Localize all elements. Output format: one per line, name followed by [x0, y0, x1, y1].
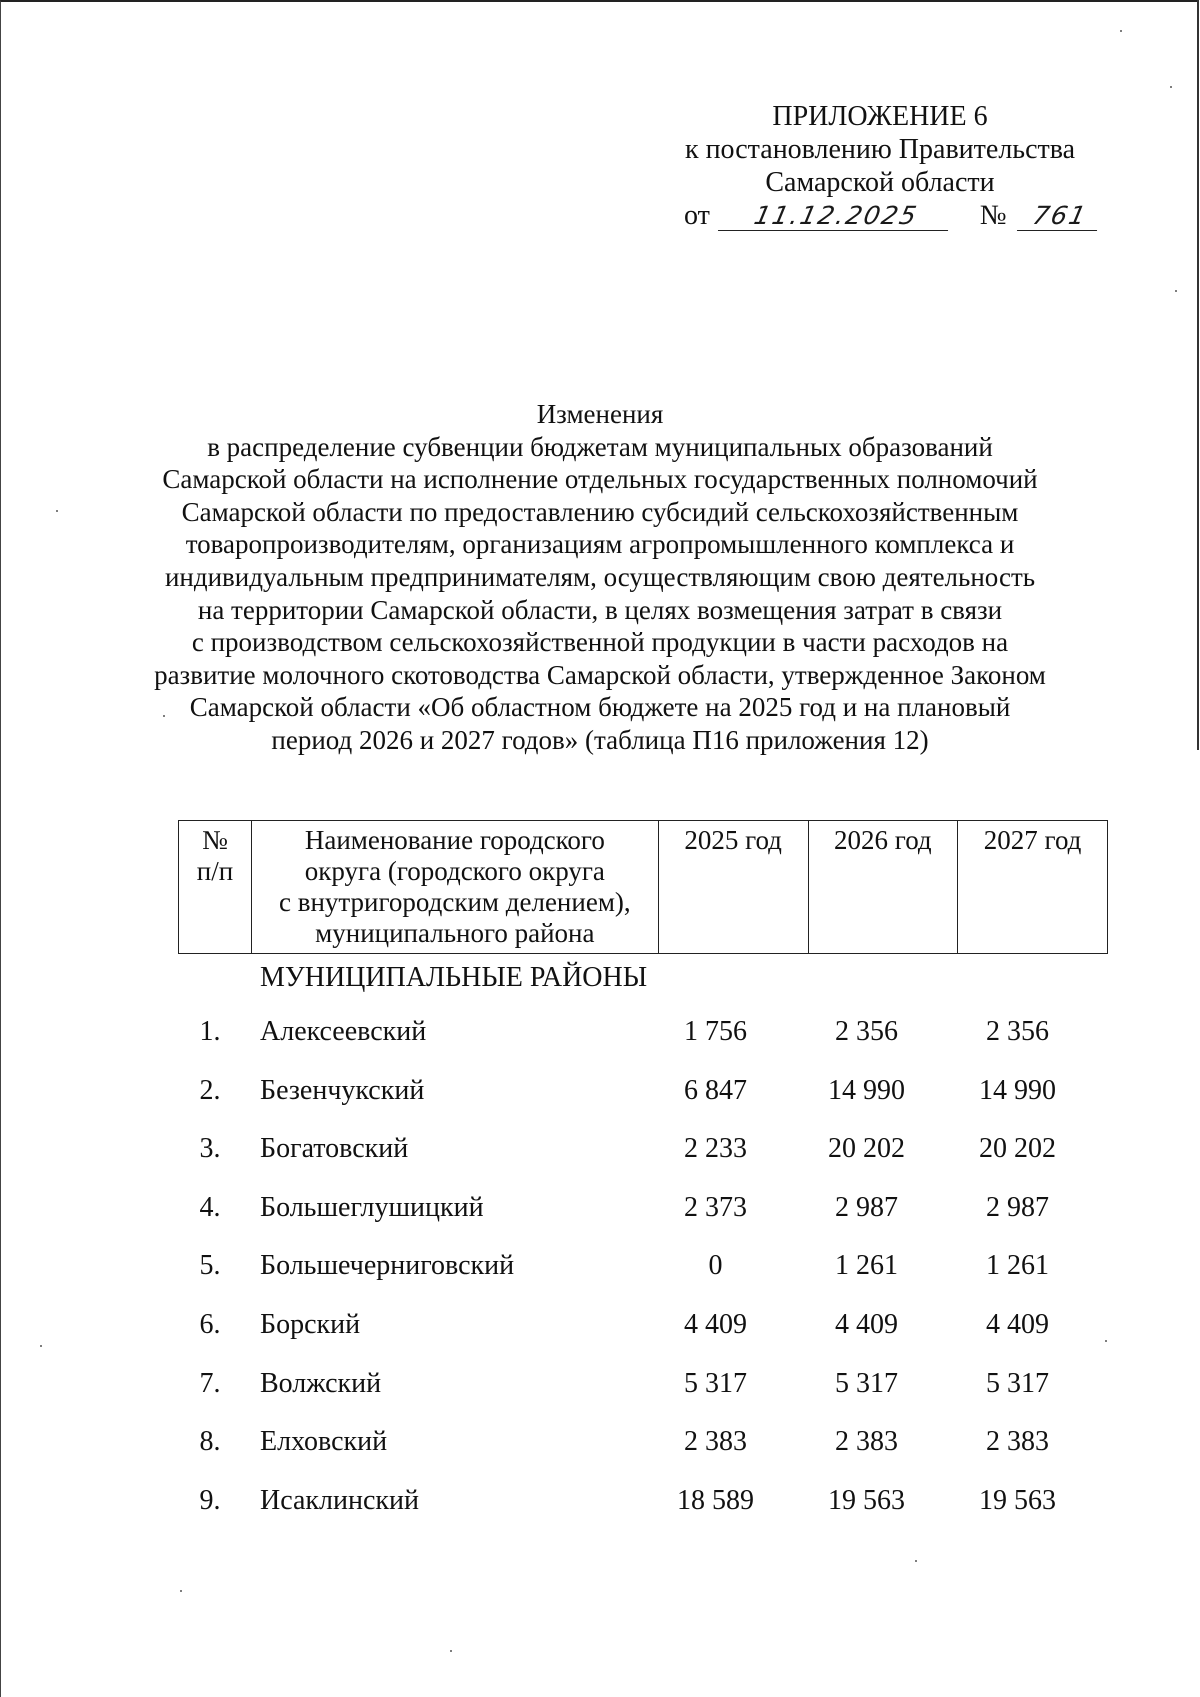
- title-line: с производством сельскохозяйственной продукции в части расходов на: [191, 627, 1009, 658]
- title-line: Самарской области на исполнение отдельных государственных полномочий: [162, 464, 1038, 495]
- title-line: Самарской области «Об областном бюджете на 2025 год и на плановый: [189, 692, 1011, 723]
- appendix-title: ПРИЛОЖЕНИЕ 6: [772, 101, 988, 132]
- appendix-line-3: Самарской области: [765, 167, 995, 198]
- row-number: 2.: [199, 1074, 221, 1106]
- row-district: Алексеевский: [260, 1016, 427, 1047]
- table-row: [178, 1237, 1108, 1296]
- row-value-2027: 14 990: [979, 1074, 1056, 1106]
- table-row: [178, 1413, 1108, 1472]
- header-number-cell: [179, 821, 252, 954]
- row-number: 1.: [199, 1016, 221, 1047]
- date-label: от: [684, 200, 710, 231]
- row-value-2025: 0: [708, 1250, 723, 1282]
- row-value-2027: 2 383: [986, 1426, 1049, 1458]
- row-number: 8.: [199, 1426, 221, 1458]
- scan-edge-line: [1197, 0, 1199, 750]
- row-value-2027: 2 356: [986, 1016, 1049, 1047]
- header-number-sign: №: [202, 825, 228, 855]
- table-row: [178, 1179, 1108, 1238]
- header-2025: 2025 год: [658, 821, 808, 954]
- row-district: Борский: [260, 1308, 361, 1340]
- header-name-line: Наименование городского: [304, 825, 605, 855]
- title-line: Самарской области по предоставлению субсидий сельскохозяйственным: [181, 496, 1019, 527]
- header-pp: п/п: [196, 856, 234, 886]
- row-district: Большечерниговский: [260, 1250, 515, 1282]
- row-value-2026: 2 383: [835, 1426, 898, 1458]
- appendix-header: [650, 100, 1110, 199]
- row-value-2025: 2 233: [684, 1133, 747, 1165]
- number-label: №: [979, 200, 1007, 231]
- row-district: Безенчукский: [260, 1074, 425, 1106]
- title-line: в распределение субвенции бюджетам муниципальных образований: [207, 431, 993, 462]
- header-name-cell: [251, 821, 658, 954]
- scan-speck: [40, 1345, 42, 1347]
- scan-speck: [450, 1650, 452, 1652]
- row-value-2025: 5 317: [684, 1367, 747, 1399]
- row-district: Елховский: [260, 1426, 388, 1458]
- row-value-2025: 6 847: [684, 1074, 747, 1106]
- handwritten-number: 761: [1017, 202, 1103, 231]
- row-value-2027: 4 409: [986, 1308, 1049, 1340]
- table-body: [178, 1003, 1108, 1530]
- row-value-2027: 5 317: [986, 1367, 1049, 1399]
- scan-speck: [915, 1560, 917, 1562]
- header-name-line: с внутригородским делением),: [279, 887, 631, 917]
- row-district: Большеглушицкий: [260, 1191, 484, 1223]
- row-number: 7.: [199, 1367, 221, 1399]
- row-value-2025: 1 756: [684, 1016, 747, 1047]
- row-value-2025: 18 589: [677, 1484, 754, 1516]
- title-line: индивидуальным предпринимателям, осуществляющим свою деятельность: [164, 561, 1036, 592]
- header-name-line: муниципального района: [315, 918, 595, 948]
- row-value-2026: 5 317: [835, 1367, 898, 1399]
- appendix-line-2: к постановлению Правительства: [684, 134, 1076, 165]
- row-number: 6.: [199, 1308, 221, 1340]
- table-row: [178, 1120, 1108, 1179]
- scan-speck: [1120, 30, 1122, 32]
- row-value-2026: 1 261: [835, 1250, 898, 1282]
- table-row: [178, 1296, 1108, 1355]
- scan-speck: [163, 715, 165, 717]
- table-header: [178, 820, 1108, 954]
- table-row: [178, 1003, 1108, 1062]
- title-line: на территории Самарской области, в целях возмещения затрат в связи: [197, 594, 1003, 625]
- row-value-2026: 20 202: [828, 1133, 905, 1165]
- title-line: период 2026 и 2027 годов» (таблица П16 приложения 12): [271, 724, 929, 755]
- row-value-2027: 19 563: [979, 1484, 1056, 1516]
- row-number: 4.: [199, 1191, 221, 1223]
- row-value-2027: 1 261: [986, 1250, 1049, 1282]
- scan-speck: [1170, 86, 1172, 88]
- header-name-line: округа (городского округа: [304, 856, 605, 886]
- table-row: [178, 1472, 1108, 1531]
- row-value-2026: 14 990: [828, 1074, 905, 1106]
- row-value-2026: 19 563: [828, 1484, 905, 1516]
- row-number: 5.: [199, 1250, 221, 1282]
- row-value-2026: 2 987: [835, 1191, 898, 1223]
- section-title: МУНИЦИПАЛЬНЫЕ РАЙОНЫ: [260, 962, 648, 993]
- title-line: Изменения: [536, 399, 664, 429]
- row-value-2026: 4 409: [835, 1308, 898, 1340]
- table-row: [178, 1355, 1108, 1414]
- header-2026: 2026 год: [808, 821, 958, 954]
- document-title: [150, 398, 1050, 757]
- title-line: товаропроизводителям, организациям агропромышленного комплекса и: [185, 529, 1015, 560]
- scan-speck: [180, 1590, 182, 1592]
- handwritten-date: 11.12.2025: [718, 202, 954, 231]
- row-value-2025: 2 373: [684, 1191, 747, 1223]
- row-value-2027: 2 987: [986, 1191, 1049, 1223]
- row-district: Богатовский: [260, 1133, 409, 1165]
- row-number: 9.: [199, 1484, 221, 1516]
- date-number-line: [684, 200, 1100, 232]
- title-line: развитие молочного скотоводства Самарской области, утвержденное Законом: [154, 659, 1046, 690]
- scan-speck: [1175, 290, 1177, 292]
- row-value-2026: 2 356: [835, 1016, 898, 1047]
- row-district: Волжский: [260, 1367, 382, 1399]
- row-district: Исаклинский: [260, 1484, 419, 1516]
- scan-speck: [56, 510, 58, 512]
- row-value-2025: 2 383: [684, 1426, 747, 1458]
- scan-speck: [1105, 1340, 1107, 1342]
- header-2027: 2027 год: [958, 821, 1108, 954]
- table-row: [178, 1062, 1108, 1121]
- row-value-2025: 4 409: [684, 1308, 747, 1340]
- row-number: 3.: [199, 1133, 221, 1165]
- row-value-2027: 20 202: [979, 1133, 1056, 1165]
